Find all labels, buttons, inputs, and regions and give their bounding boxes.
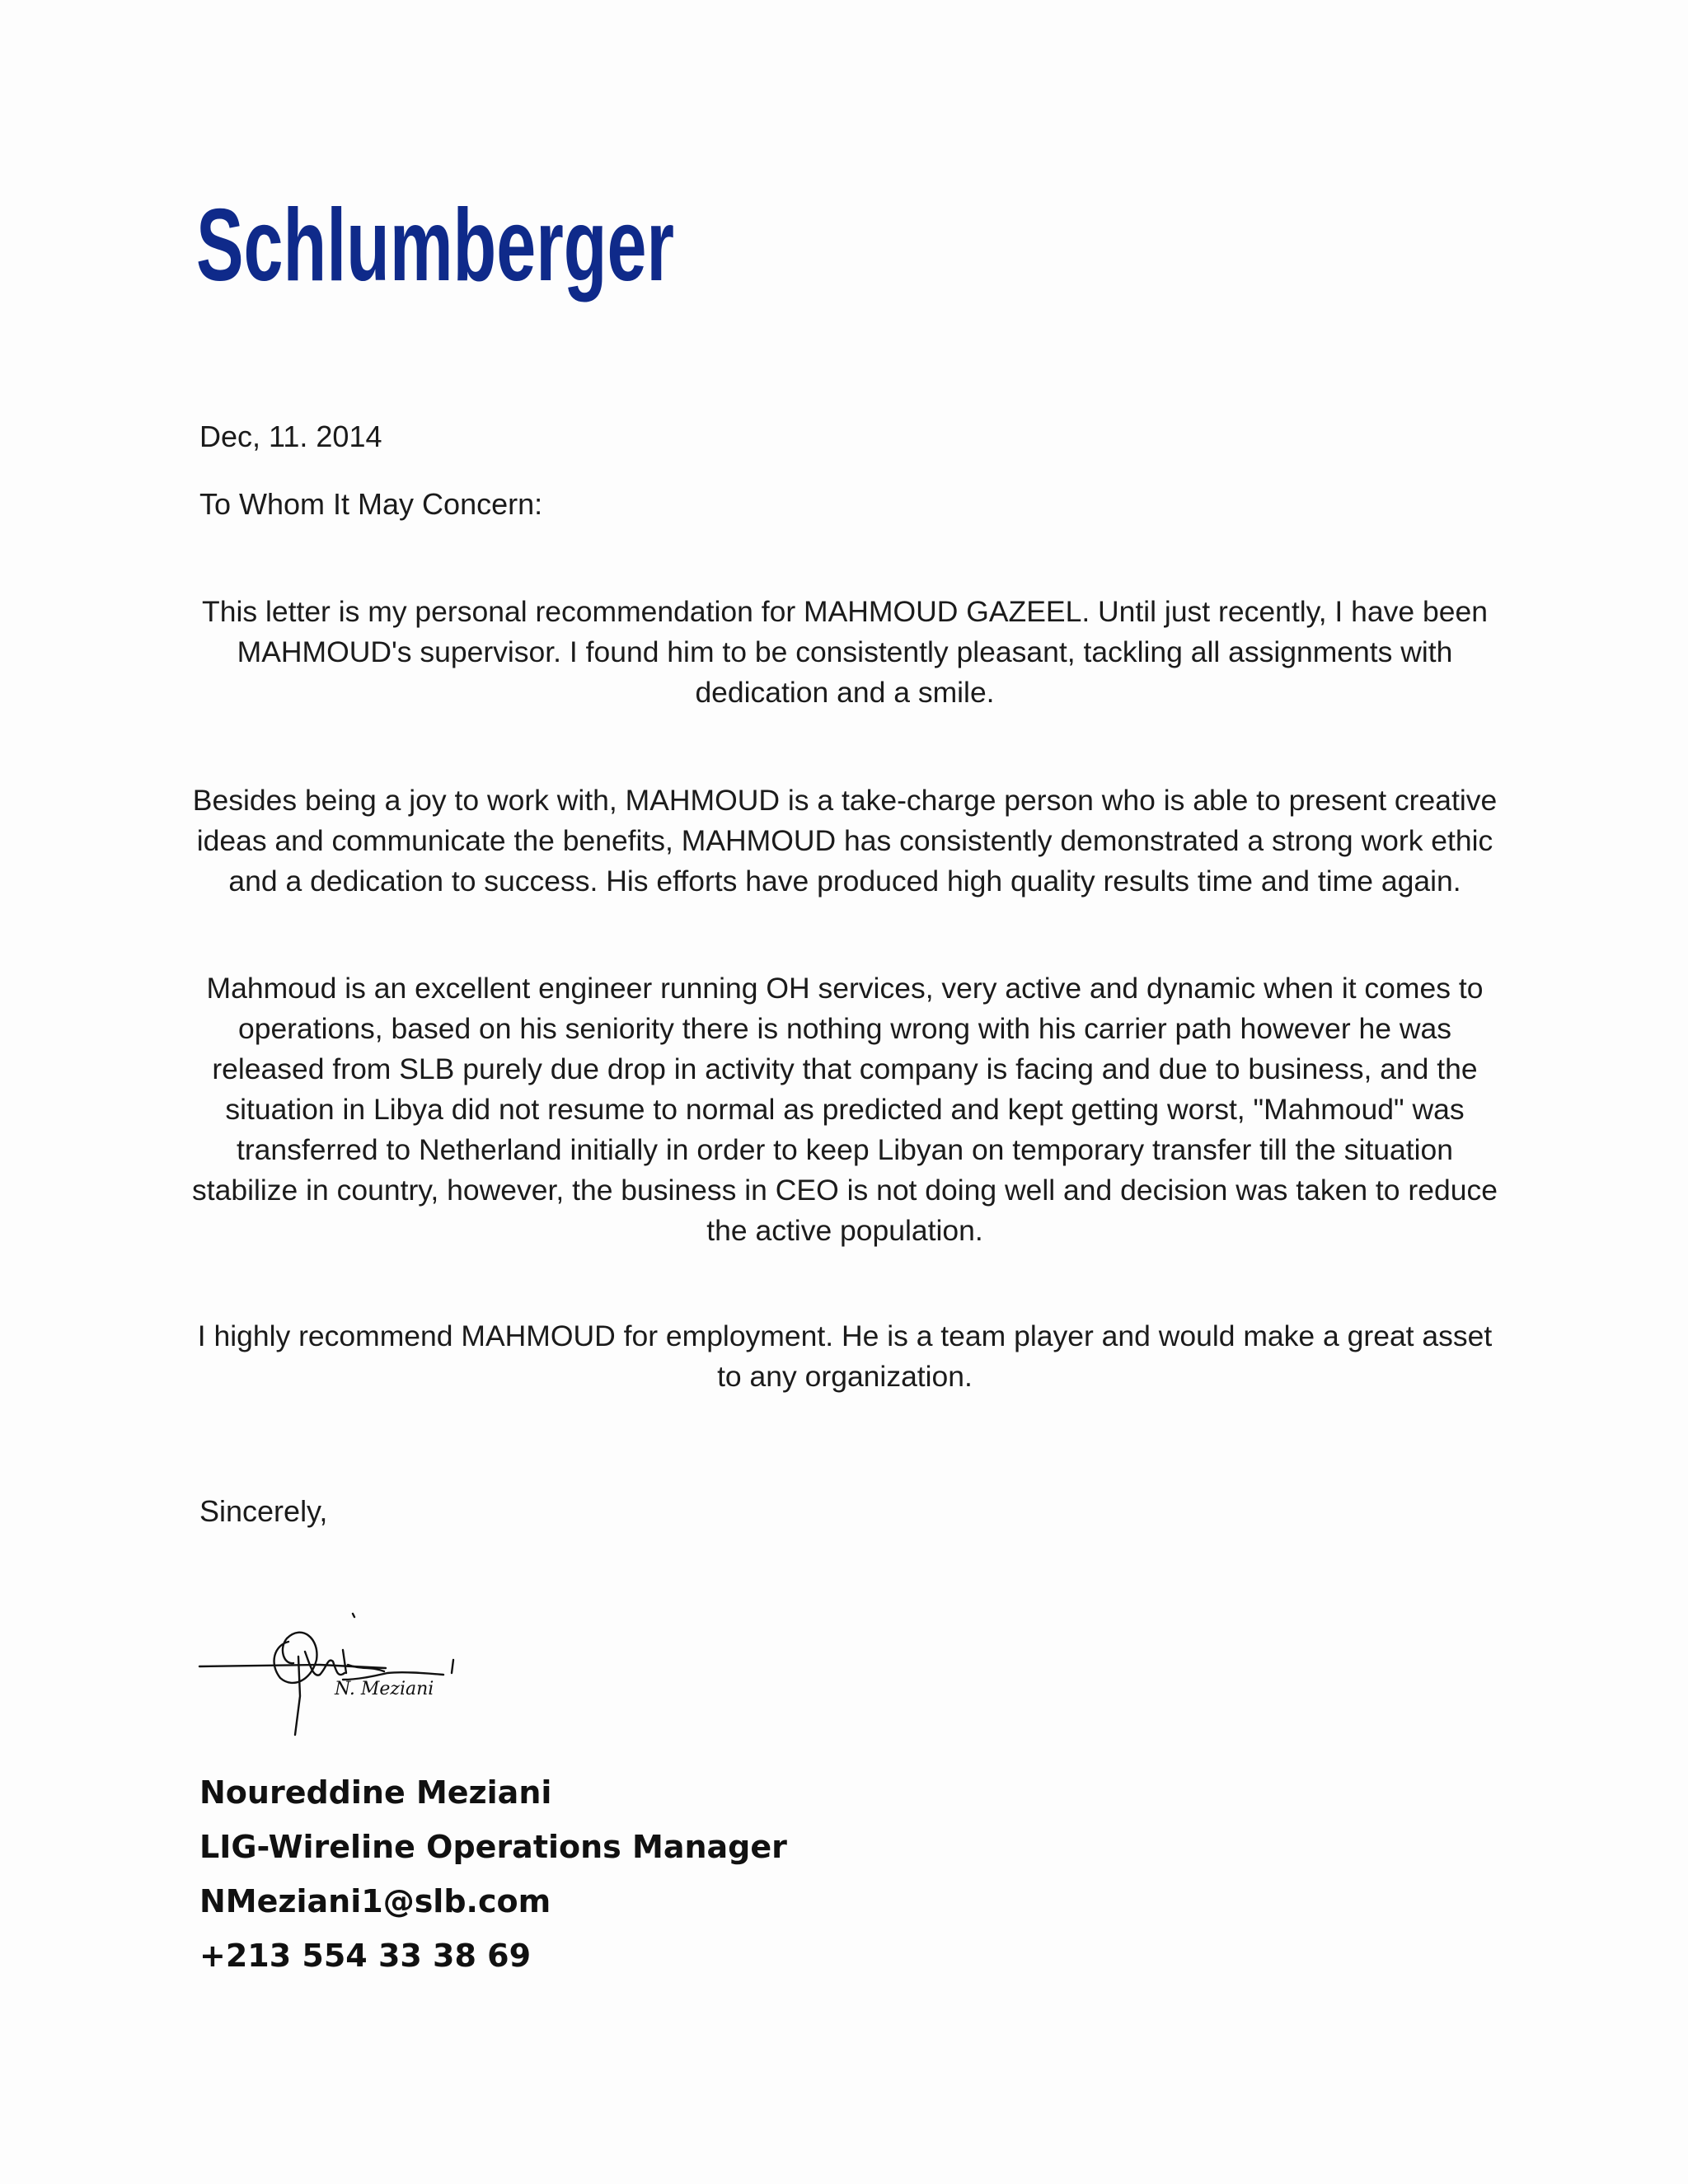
company-logo-text: Schlumberger [196, 189, 674, 302]
handwritten-signature [196, 1599, 476, 1747]
signatory-name: Noureddine Meziani [199, 1774, 552, 1811]
signatory-phone: +213 554 33 38 69 [199, 1938, 532, 1974]
paragraph-circumstances: Mahmoud is an excellent engineer running OH services, very active and dynamic when it comes to operations, based on his seniority there is nothing wrong with his carrier path however he was released from SLB purely due drop in activity that company is facing and due to business, and the situation in Libya did not resume to normal as predicted and kept getting worst, "Mahmoud" was transferred to Netherland initially in order to keep Libyan on temporary transfer till the situation stabilize in country, however, the business in CEO is not doing well and decision was taken to reduce the active population. [192, 972, 1498, 1247]
paragraph-endorsement: I highly recommend MAHMOUD for employment. He is a team player and would make a great asset to any organization. [197, 1319, 1493, 1393]
signatory-email: NMeziani1@slb.com [199, 1883, 551, 1919]
signature-annotation: N. Meziani [335, 1679, 434, 1699]
salutation: To Whom It May Concern: [199, 487, 543, 521]
signatory-title: LIG-Wireline Operations Manager [199, 1829, 787, 1865]
company-logo [196, 189, 691, 321]
signature-block [199, 1765, 787, 1983]
paragraph-qualities: Besides being a joy to work with, MAHMOUD is a take-charge person who is able to present creative ideas and communicate the benefits, MAHMOUD has consistently demonstrated a strong work ethic and a dedication to success. His efforts have produced high quality results time and time again. [192, 784, 1498, 898]
letter-date: Dec, 11. 2014 [199, 419, 382, 453]
paragraph-recommendation: This letter is my personal recommendation for MAHMOUD GAZEEL. Until just recently, I have been MAHMOUD's supervisor. I found him to be consistently pleasant, tackling all assignments with dedication and a smile. [202, 595, 1488, 709]
closing: Sincerely, [199, 1494, 328, 1528]
